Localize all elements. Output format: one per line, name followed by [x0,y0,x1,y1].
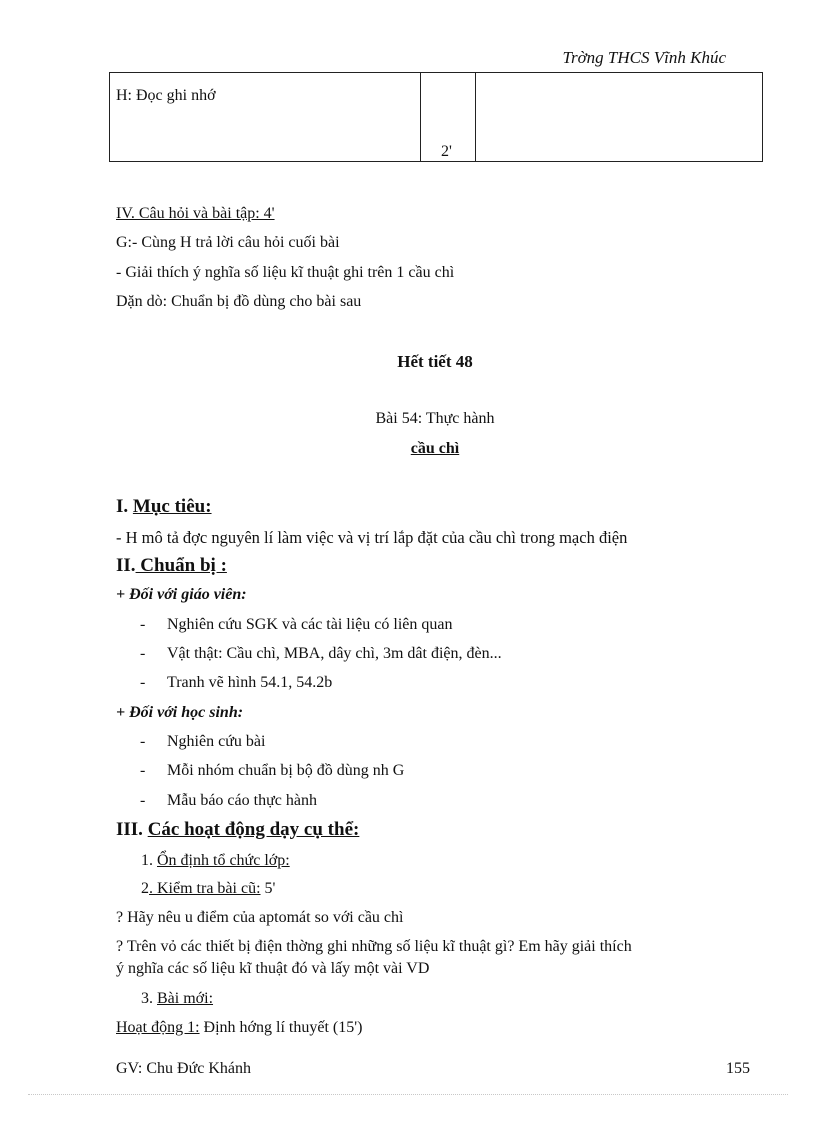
footer-teacher: GV: Chu Đức Khánh [116,1060,252,1077]
list-item [140,762,404,780]
list-item [140,616,452,634]
footer-page-number: 155 [726,1060,750,1077]
activity-hd1-text: Định hớng lí thuyết (15') [199,1019,363,1036]
activity-item-text: . Kiểm tra bài cũ: [149,880,261,897]
lesson-title: Bài 54: Thực hành [375,410,495,427]
activities-heading [116,819,359,841]
activity-item-text: Bài mới: [157,990,214,1007]
objectives-heading-num: I. [116,496,129,517]
list-bullet: - [140,792,146,809]
prep-student-label: + Đối với học sinh: [116,704,244,721]
page-bottom-divider [28,1094,788,1095]
section4-line2: - Giải thích ý nghĩa số liệu kĩ thuật ghi trên 1 cầu chì [116,264,455,281]
objectives-heading-text: Mục tiêu: [132,496,212,517]
list-item [140,674,332,692]
prep-heading-num: II. [116,555,136,576]
table-cell-activity [110,73,421,162]
activity-item-2 [141,880,275,898]
end-title: Hết tiết 48 [397,352,473,371]
list-item [140,792,317,810]
section4-line1: G:- Cùng H trả lời câu hỏi cuối bài [116,234,340,251]
activity-hd1 [116,1019,362,1037]
table-row-text: H: Đọc ghi nhớ [116,87,216,104]
list-bullet: - [140,674,146,691]
activity-item-num: 3. [141,990,153,1007]
list-bullet: - [140,616,146,633]
table-time: 2' [441,143,452,160]
activity-item-num: 2 [141,880,149,897]
list-item-text: Vật thật: Cầu chì, MBA, dây chì, 3m dât điện, đèn... [167,645,502,662]
objectives-heading [116,496,212,518]
activity-item-time: 5' [260,880,276,897]
section4-line3: Dặn dò: Chuẩn bị đồ dùng cho bài sau [116,293,362,310]
prep-heading-text: Chuẩn bị : [135,555,227,576]
lesson-subtitle: cầu chì [410,440,460,457]
list-bullet: - [140,762,146,779]
activity-item-1 [141,852,290,870]
list-item [140,645,502,663]
table-cell-time [421,73,476,162]
activity-item-3 [141,990,213,1008]
list-bullet: - [140,733,146,750]
question-1: ? Hãy nêu u điểm của aptomát so với cầu chì [116,909,404,926]
activity-hd1-label: Hoạt động 1: [116,1019,200,1036]
activities-heading-text: Các hoạt động dạy cụ thể: [147,819,360,840]
activity-item-text: Ổn định tổ chức lớp: [157,852,290,869]
activity-item-num: 1. [141,852,153,869]
objectives-text: - H mô tả đợc nguyên lí làm việc và vị trí lắp đặt của cầu chì trong mạch điện [116,528,628,547]
activities-heading-num: III. [116,819,143,840]
lesson-table [109,72,763,162]
list-item-text: Mẫu báo cáo thực hành [167,792,317,809]
header-school-name: Trờng THCS Vĩnh Khúc [562,48,726,67]
section4-title: IV. Câu hỏi và bài tập: 4' [116,205,275,222]
list-item-text: Tranh vẽ hình 54.1, 54.2b [167,674,333,691]
question-2-line1: ? Trên vỏ các thiết bị điện thờng ghi những số liệu kĩ thuật gì? Em hãy giải thích [116,938,632,955]
prep-teacher-label: + Đối với giáo viên: [116,586,247,603]
prep-heading [116,555,227,577]
question-2-line2: ý nghĩa các số liệu kĩ thuật đó và lấy một vài VD [116,960,430,977]
list-item-text: Mỗi nhóm chuẩn bị bộ đồ dùng nh G [167,762,405,779]
list-item-text: Nghiên cứu bài [167,733,266,750]
list-item [140,733,265,751]
table-cell-notes [476,73,763,162]
list-item-text: Nghiên cứu SGK và các tài liệu có liên quan [167,616,453,633]
list-bullet: - [140,645,146,662]
